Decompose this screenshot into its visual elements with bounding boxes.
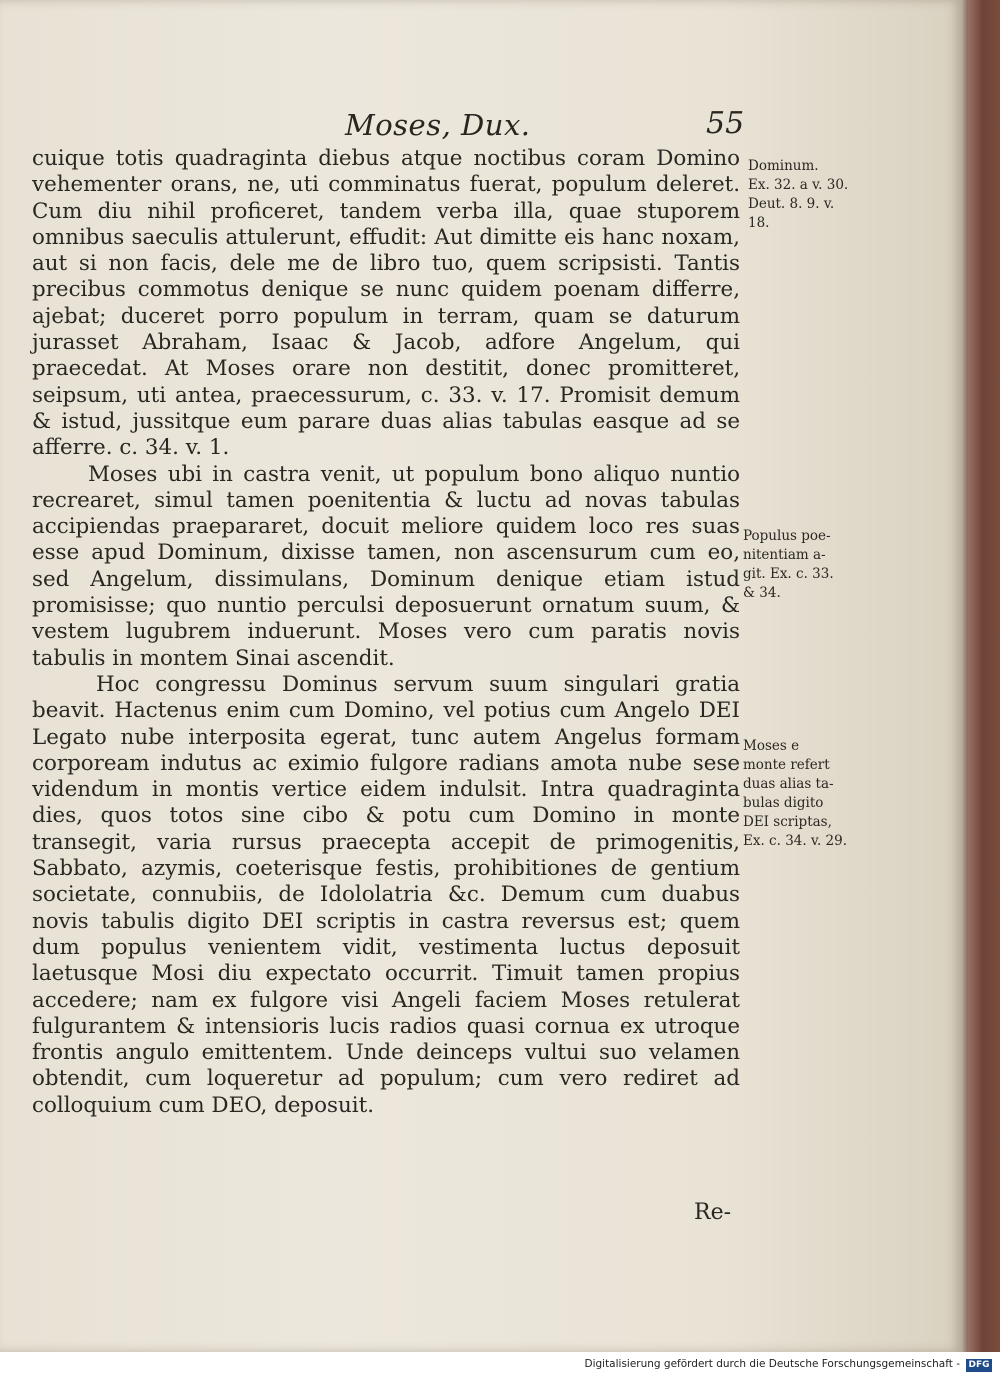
marginal-line: Ex. 32. a v. 30.	[748, 177, 849, 193]
marginal-line: Moses e	[743, 738, 800, 754]
dfg-logo-icon: DFG	[966, 1359, 992, 1372]
marginal-line: DEI scriptas,	[743, 814, 832, 830]
marginal-line: duas alias ta-	[743, 776, 834, 792]
marginal-note-dominum	[748, 157, 883, 233]
paragraph-1: cuique totis quadraginta diebus atque noctibus coram Domino vehementer orans, ne, uti comminatus fuerat, populum deleret. Cum diu nihil proficeret, tandem verba illa, quae stuporem omnibus saeculis attulerunt, effudit: Aut dimitte eis hanc noxam, aut si non facis, dele me de libro tuo, quem scripsisti. Tantis precibus commotus denique se nunc quidem poenam differre, ajebat; duceret porro populum in terram, quam se daturum jurasset Abraham, Isaac & Jacob, adfore Angelum, qui praecedat. At Moses orare non destitit, donec promitteret, seipsum, uti antea, praecessurum, c. 33. v. 17. Promisit demum & istud, jussitque eum parare duas alias tabulas easque ad se afferre. c. 34. v. 1.	[32, 146, 740, 461]
marginal-line: 18.	[748, 215, 770, 231]
marginal-line: nitentiam a-	[743, 547, 826, 563]
marginal-line: monte refert	[743, 757, 830, 773]
marginal-line: Ex. c. 34. v. 29.	[743, 833, 848, 849]
marginal-line: Deut. 8. 9. v.	[748, 196, 835, 212]
marginal-line: Populus poe-	[743, 528, 831, 544]
book-cover-edge	[962, 0, 1000, 1352]
paragraph-3: Hoc congressu Dominus servum suum singulari gratia beavit. Hactenus enim cum Domino, vel potius cum Angelo DEI Legato nube interposita egerat, tunc autem Angelus formam corpoream indutus ac eximio fulgore radians amota nube sese videndum in montis vertice eidem indulsit. Intra quadraginta dies, quos totos sine cibo & potu cum Domino in monte transegit, varia rursus praecepta accepit de primogenitis, Sabbato, azymis, coeterisque festis, prohibitiones de gentium societate, connubiis, de Idololatria &c. Demum cum duabus novis tabulis digito DEI scriptis in castra reversus est; quem dum populus venientem vidit, vestimenta luctus deposuit laetusque Mosi diu expectato occurrit. Timuit tamen propius accedere; nam ex fulgore visi Angeli faciem Moses retulerat fulgurantem & intensioris lucis radios quasi cornua ex utroque frontis angulo emittentem. Unde deinceps vultui suo velamen obtendit, cum loqueretur ad populum; cum vero rediret ad colloquium cum DEO, deposuit.	[32, 671, 740, 1118]
page-number: 55	[706, 106, 745, 141]
marginal-note-moses	[743, 737, 873, 851]
footer-credit: Digitalisierung gefördert durch die Deutsche Forschungsgemeinschaft -	[584, 1358, 960, 1370]
marginal-line: Dominum.	[748, 158, 819, 174]
marginal-line: bulas digito	[743, 795, 824, 811]
marginal-line: git. Ex. c. 33.	[743, 566, 834, 582]
digitization-footer	[0, 1352, 1000, 1381]
paragraph-2: Moses ubi in castra venit, ut populum bono aliquo nuntio recrearet, simul tamen poenitentia & luctu ad novas tabulas accipiendas praepararet, docuit meliore quidem loco res suas esse apud Dominum, dixisse tamen, non ascensurum cum eo, sed Angelum, dissimulans, Dominum denique etiam istud promisisse; quo nuntio perculsi deposuerunt ornatum suum, & vestem lugubrem induerunt. Moses vero cum paratis novis tabulis in montem Sinai ascendit.	[32, 461, 740, 671]
marginal-note-populus	[743, 527, 873, 603]
main-text	[32, 146, 740, 1119]
catchword: Re-	[694, 1200, 732, 1225]
running-head	[0, 108, 962, 148]
running-head-title: Moses, Dux.	[345, 108, 531, 142]
marginal-line: & 34.	[743, 585, 781, 601]
